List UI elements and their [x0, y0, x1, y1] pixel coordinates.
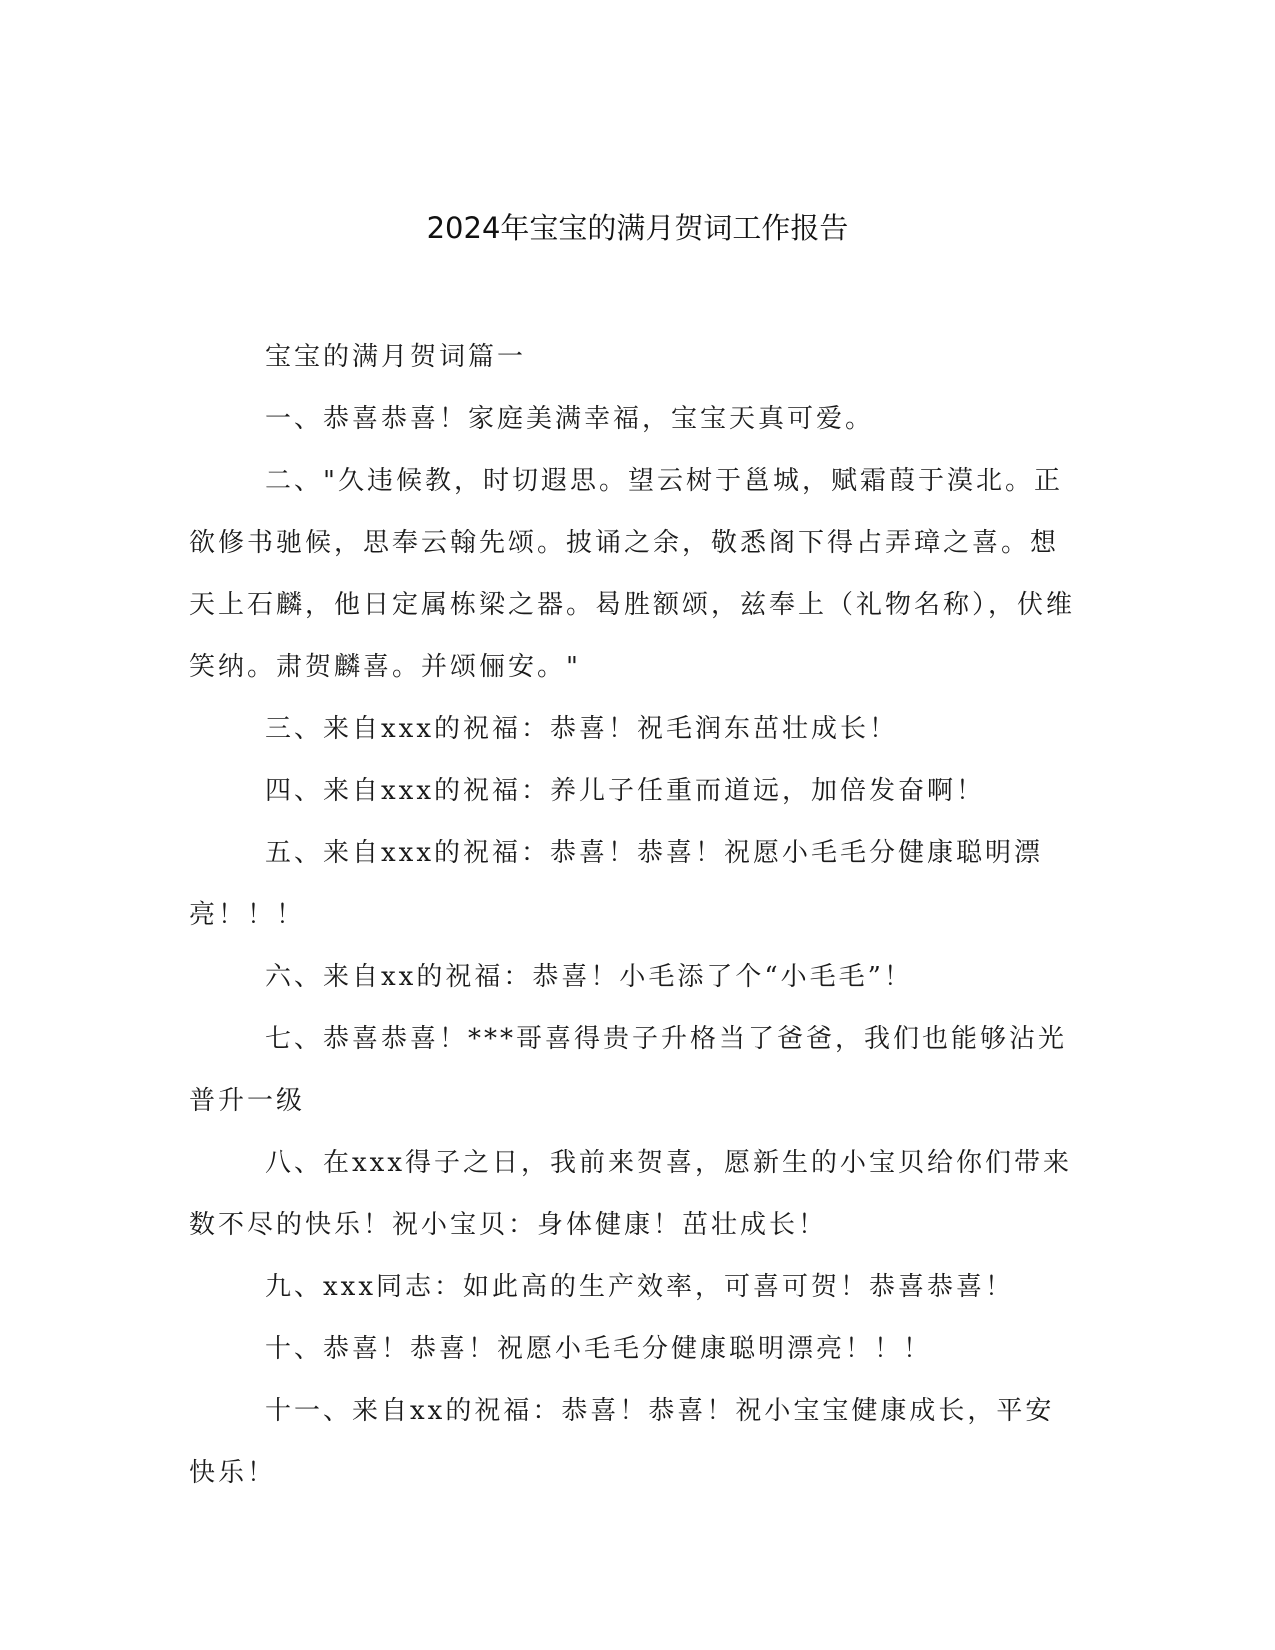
paragraph-7: 七、恭喜恭喜！***哥喜得贵子升格当了爸爸，我们也能够沾光普升一级: [189, 1024, 1068, 1116]
paragraph-11: 十一、来自xx的祝福：恭喜！恭喜！祝小宝宝健康成长，平安快乐！: [189, 1396, 1055, 1488]
paragraph-1: 一、恭喜恭喜！家庭美满幸福，宝宝天真可爱。: [265, 404, 875, 434]
paragraph-2: 二、"久违候教，时切遐思。望云树于邕城，赋霜葭于漠北。正欲修书驰候，思奉云翰先颂。披诵之余，敬悉阁下得占弄璋之喜。想天上石麟，他日定属栋梁之器。曷胜额颂，兹奉上（礼物名称），伏维笑纳。肃贺麟喜。并颂俪安。": [189, 466, 1076, 682]
paragraph-heading: 宝宝的满月贺词篇一: [265, 342, 527, 372]
document-title: 2024年宝宝的满月贺词工作报告: [426, 211, 849, 245]
paragraph-5: 五、来自xxx的祝福：恭喜！恭喜！祝愿小毛毛分健康聪明漂亮！！！: [189, 838, 1043, 930]
paragraph-6: 六、来自xx的祝福：恭喜！小毛添了个“小毛毛”！: [265, 962, 913, 992]
paragraph-10: 十、恭喜！恭喜！祝愿小毛毛分健康聪明漂亮！！！: [265, 1334, 933, 1364]
paragraph-4: 四、来自xxx的祝福：养儿子任重而道远，加倍发奋啊！: [265, 776, 985, 806]
paragraph-3: 三、来自xxx的祝福：恭喜！祝毛润东茁壮成长！: [265, 714, 898, 744]
document-body: [189, 326, 1079, 1504]
paragraph-8: 八、在xxx得子之日，我前来贺喜，愿新生的小宝贝给你们带来数不尽的快乐！祝小宝贝：身体健康！茁壮成长！: [189, 1148, 1072, 1240]
paragraph-9: 九、xxx同志：如此高的生产效率，可喜可贺！恭喜恭喜！: [265, 1272, 1014, 1302]
